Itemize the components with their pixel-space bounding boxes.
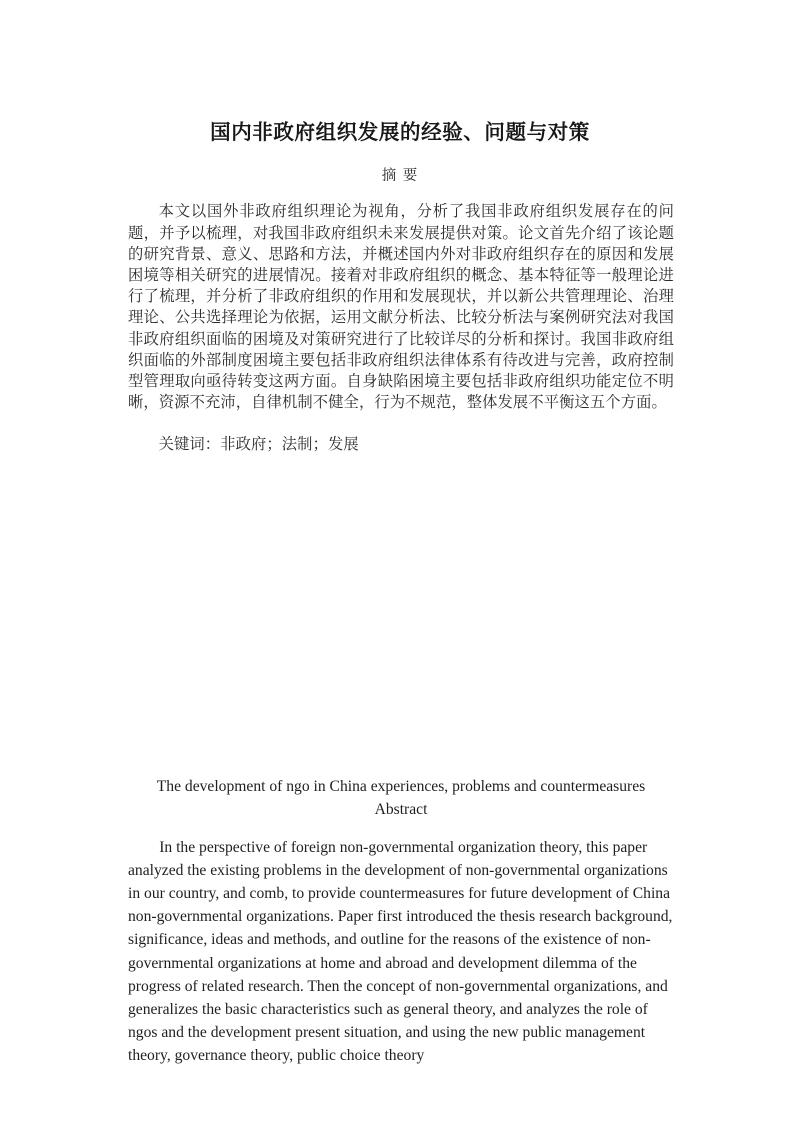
page-title-english: The development of ngo in China experiences, problems and countermeasures bbox=[156, 778, 646, 795]
abstract-body-chinese: 本文以国外非政府组织理论为视角，分析了我国非政府组织发展存在的问题，并予以梳理，对我国非政府组织未来发展提供对策。论文首先介绍了该论题的研究背景、意义、思路和方法，并概述国内外对非政府组织存在的原因和发展困境等相关研究的进展情况。接着对非政府组织的概念、基本特征等一般理论进行了梳理，并分析了非政府组织的作用和发展现状，并以新公共管理理论、治理理论、公共选择理论为依据，运用文献分析法、比较分析法与案例研究法对我国非政府组织面临的困境及对策研究进行了比较详尽的分析和探讨。我国非政府组织面临的外部制度困境主要包括非政府组织法律体系有待改进与完善，政府控制型管理取向亟待转变这两方面。自身缺陷困境主要包括非政府组织功能定位不明晰，资源不充沛，自律机制不健全，行为不规范，整体发展不平衡这五个方面。 bbox=[128, 202, 674, 412]
page-title: 国内非政府组织发展的经验、问题与对策 bbox=[210, 119, 590, 144]
abstract-heading-english: Abstract bbox=[374, 801, 428, 818]
keywords-chinese: 关键词：非政府；法制；发展 bbox=[158, 435, 359, 454]
abstract-body-english: In the perspective of foreign non-governmental organization theory, this paper analyzed the existing problems in the development of non-governmental organizations in our country, and comb, to provide countermeasures for future development of China non-governmental organizations. Paper first introduced the thesis research background, significance, ideas and methods, and outline for the reasons of the existence of non-governmental organizations at home and abroad and development dilemma of the progress of related research. Then the concept of non-governmental organizations, and generalizes the basic characteristics such as general theory, and analyzes the role of ngos and the development present situation, and using the new public management theory, governance theory, public choice theory bbox=[128, 838, 673, 1065]
abstract-heading-chinese: 摘 要 bbox=[381, 168, 419, 184]
